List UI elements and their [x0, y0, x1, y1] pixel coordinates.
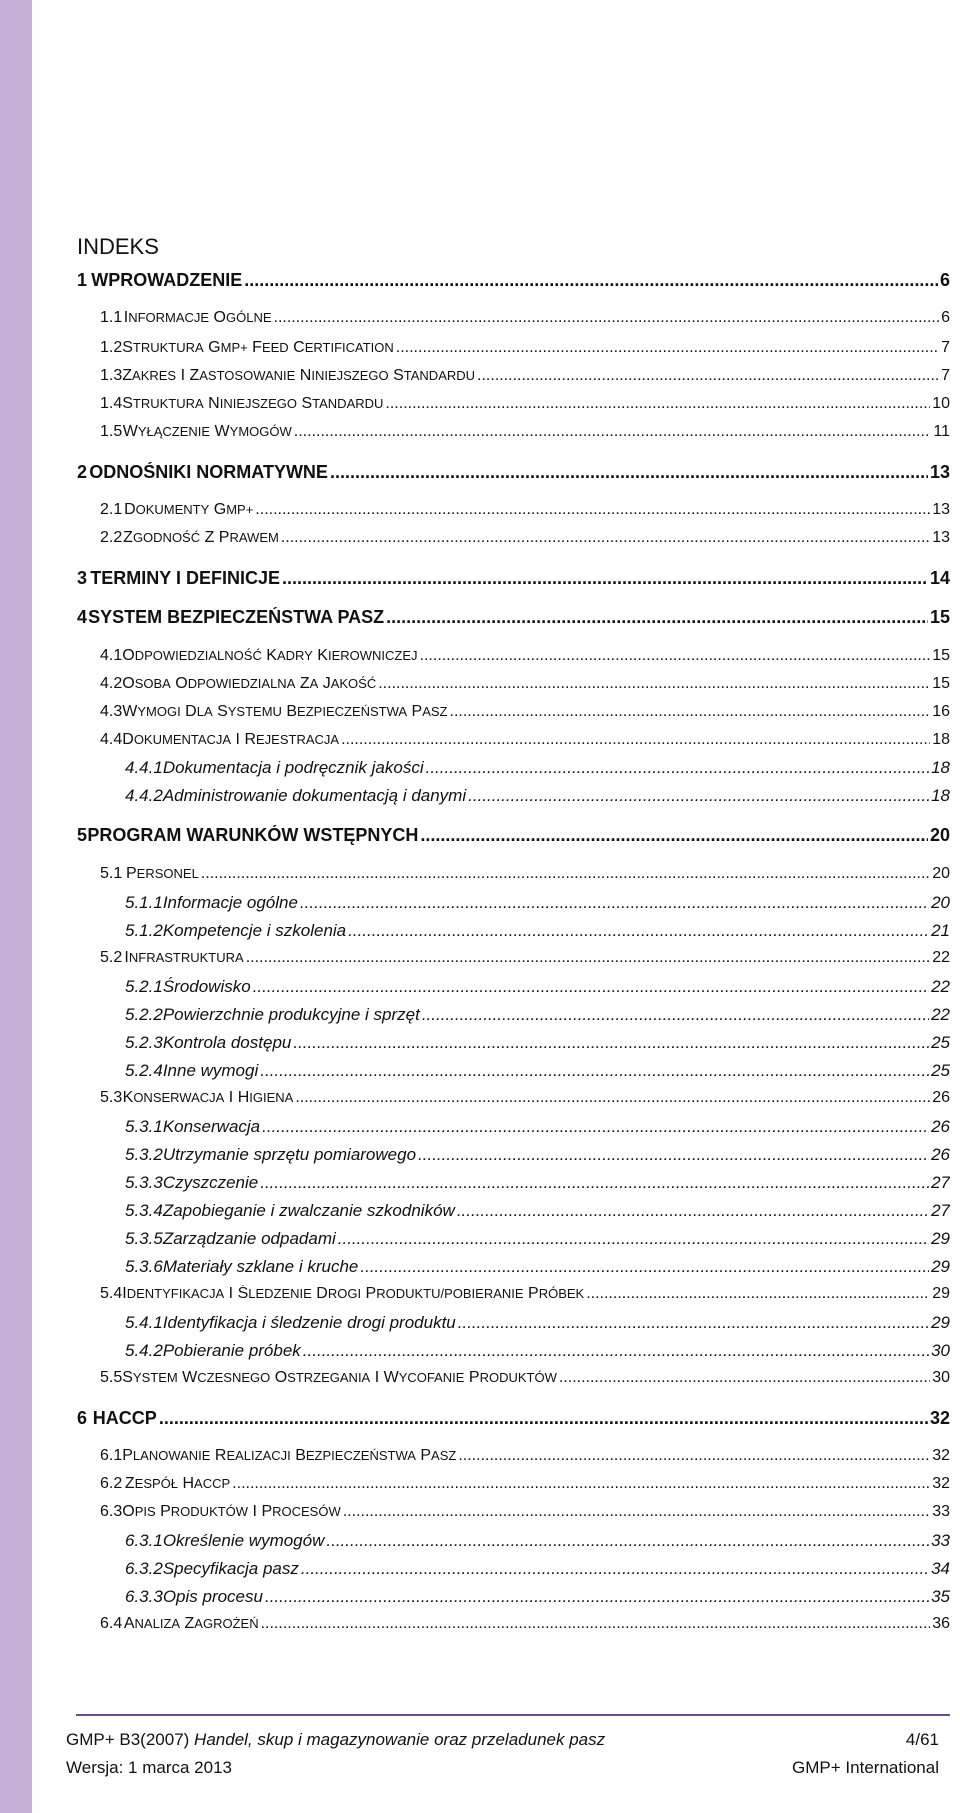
toc-entry-6-1[interactable] [100, 1447, 950, 1475]
toc-dot-leader [201, 865, 930, 883]
toc-entry-number: 5.2.2 [125, 1005, 163, 1024]
toc-entry-number: 4.4.1 [125, 758, 163, 777]
toc-entry-page: 29 [931, 1313, 950, 1332]
toc-entry-number: 5.1.2 [125, 921, 163, 940]
toc-entry-number: 6 [77, 1408, 88, 1428]
toc-entry-number: 1.2 [100, 339, 123, 356]
toc-entry-page: 20 [932, 865, 950, 882]
toc-dot-leader [262, 1117, 929, 1137]
toc-entry-1-2[interactable] [100, 339, 950, 367]
toc-entry-number: 5.2 [100, 949, 123, 966]
toc-dot-leader [386, 607, 928, 628]
toc-entry-page: 6 [939, 270, 950, 290]
toc-dot-leader [348, 921, 929, 941]
toc-entry-5-4-1[interactable] [125, 1313, 950, 1341]
toc-entry-title: Powierzchnie produkcyjne i sprzęt [162, 1005, 420, 1024]
toc-entry-5-3-1[interactable] [125, 1117, 950, 1145]
toc-entry-page: 18 [931, 786, 950, 805]
toc-entry-page: 36 [932, 1615, 950, 1632]
toc-entry-page: 26 [932, 1089, 950, 1106]
toc-entry-title: Opis procesu [162, 1587, 263, 1606]
toc-entry-number: 1.4 [100, 395, 123, 412]
toc-entry-number: 5.3.6 [125, 1257, 163, 1276]
toc-entry-number: 5.4.1 [125, 1313, 163, 1332]
toc-entry-page: 26 [931, 1145, 950, 1164]
toc-entry-number: 5.2.4 [125, 1061, 163, 1080]
toc-dot-leader [385, 395, 930, 413]
toc-dot-leader [450, 703, 931, 721]
toc-entry-number: 5.3.5 [125, 1229, 163, 1248]
toc-entry-page: 29 [932, 1285, 950, 1302]
toc-entry-number: 5.5 [100, 1369, 123, 1386]
toc-entry-6-3-3[interactable] [125, 1587, 950, 1615]
toc-entry-5-4[interactable] [100, 1285, 950, 1313]
toc-entry-page: 34 [931, 1559, 950, 1578]
toc-entry-number: 2.1 [100, 501, 123, 518]
toc-dot-leader [301, 1559, 929, 1579]
toc-dot-leader [261, 1615, 931, 1633]
toc-entry-number: 6.1 [100, 1447, 123, 1464]
toc-dot-leader [255, 501, 930, 519]
toc-entry-page: 10 [932, 395, 950, 412]
toc-entry-title: Informacje ogólne [162, 893, 298, 912]
toc-entry-title: WYŁĄCZENIE WYMOGÓW [122, 423, 292, 440]
toc-entry-page: 7 [941, 339, 950, 356]
toc-entry-5-3-3[interactable] [125, 1173, 950, 1201]
toc-entry-title: IDENTYFIKACJA I ŚLEDZENIE DROGI PRODUKTU/POBIERANIE PRÓBEK [122, 1285, 585, 1302]
toc-entry-number: 6.3.3 [125, 1587, 163, 1606]
toc-entry-number: 1 [77, 270, 88, 290]
toc-entry-number: 5.4.2 [125, 1341, 163, 1360]
toc-dot-leader [343, 1503, 930, 1521]
toc-entry-page: 29 [931, 1257, 950, 1276]
toc-entry-page: 13 [932, 501, 950, 518]
toc-entry-number: 4 [77, 607, 88, 627]
toc-entry-title: OSOBA ODPOWIEDZIALNA ZA JAKOŚĆ [122, 675, 377, 692]
toc-entry-page: 25 [931, 1033, 950, 1052]
toc-dot-leader [281, 529, 930, 547]
toc-dot-leader [300, 893, 929, 913]
toc-entry-title: Określenie wymogów [162, 1531, 325, 1550]
toc-entry-number: 5.4 [100, 1285, 123, 1302]
toc-entry-title: Zapobieganie i zwalczanie szkodników [162, 1201, 455, 1220]
toc-entry-4-1[interactable] [100, 647, 950, 675]
toc-dot-leader [426, 758, 929, 778]
toc-entry-page: 33 [931, 1531, 950, 1550]
toc-dot-leader [244, 270, 938, 291]
toc-dot-leader [360, 1257, 929, 1277]
toc-entry-page: 15 [929, 607, 950, 627]
page-title: INDEKS [77, 234, 159, 259]
toc-entry-number: 6.3 [100, 1503, 123, 1520]
toc-entry-5-2-2[interactable] [125, 1005, 950, 1033]
toc-entry-page: 21 [931, 921, 950, 940]
toc-entry-page: 16 [932, 703, 950, 720]
toc-entry-number: 5.2.3 [125, 1033, 163, 1052]
toc-entry-title: ZGODNOŚĆ Z PRAWEM [123, 529, 279, 546]
toc-dot-leader [282, 568, 928, 589]
toc-entry-page: 27 [931, 1201, 950, 1220]
toc-entry-page: 22 [932, 949, 950, 966]
toc-dot-leader [457, 1201, 929, 1221]
toc-entry-title: Administrowanie dokumentacją i danymi [162, 786, 467, 805]
toc-entry-title: Specyfikacja pasz [162, 1559, 299, 1578]
toc-entry-number: 1.1 [100, 309, 123, 326]
footer-document-title: Handel, skup i magazynowanie oraz przeladunek pasz [194, 1730, 606, 1749]
toc-entry-4-4-2[interactable] [125, 786, 950, 814]
toc-entry-1[interactable] [77, 270, 950, 298]
toc-entry-title: TERMINY I DEFINICJE [90, 568, 280, 588]
toc-entry-2-2[interactable] [100, 529, 950, 557]
toc-dot-leader [330, 462, 928, 483]
toc-entry-page: 18 [931, 758, 950, 777]
toc-dot-leader [468, 786, 929, 806]
toc-entry-page: 22 [931, 1005, 950, 1024]
toc-entry-number: 5 [77, 825, 88, 845]
toc-entry-title: OPIS PRODUKTÓW I PROCESÓW [122, 1503, 341, 1520]
toc-entry-title: Zarządzanie odpadami [162, 1229, 336, 1248]
toc-entry-5-1[interactable] [100, 865, 950, 893]
toc-entry-page: 20 [931, 893, 950, 912]
toc-entry-number: 5.1 [100, 865, 123, 882]
toc-dot-leader [303, 1341, 929, 1361]
footer-document-name [66, 1730, 605, 1750]
toc-entry-title: STRUKTURA GMP+ FEED CERTIFICATION [122, 339, 394, 356]
toc-entry-page: 32 [932, 1447, 950, 1464]
toc-entry-title: DOKUMENTY GMP+ [124, 501, 254, 518]
toc-entry-5-2-1[interactable] [125, 977, 950, 1005]
toc-entry-page: 32 [929, 1408, 950, 1428]
toc-entry-4-2[interactable] [100, 675, 950, 703]
toc-entry-4-4-1[interactable] [125, 758, 950, 786]
toc-entry-6[interactable] [77, 1408, 950, 1436]
toc-dot-leader [458, 1447, 930, 1465]
toc-entry-number: 5.2.1 [125, 977, 163, 996]
toc-entry-1-4[interactable] [100, 395, 950, 423]
footer-organization: GMP+ International [792, 1758, 939, 1777]
toc-entry-title: PERSONEL [126, 865, 199, 882]
toc-entry-title: STRUKTURA NINIEJSZEGO STANDARDU [122, 395, 384, 412]
toc-entry-title: ZAKRES I ZASTOSOWANIE NINIEJSZEGO STANDARDU [122, 367, 476, 384]
toc-entry-title: Dokumentacja i podręcznik jakości [162, 758, 424, 777]
toc-entry-number: 4.3 [100, 703, 123, 720]
toc-entry-page: 26 [931, 1117, 950, 1136]
toc-entry-page: 30 [931, 1341, 950, 1360]
toc-entry-title: Konserwacja [162, 1117, 261, 1136]
toc-entry-page: 7 [941, 367, 950, 384]
footer-version: Wersja: 1 marca 2013 [66, 1758, 232, 1777]
toc-dot-leader [294, 423, 932, 441]
footer-document-code: GMP+ B3(2007) [66, 1730, 190, 1749]
toc-dot-leader [420, 825, 928, 846]
toc-entry-5-3-5[interactable] [125, 1229, 950, 1257]
toc-entry-title: SYSTEM BEZPIECZEŃSTWA PASZ [88, 607, 385, 627]
toc-entry-number: 3 [77, 568, 88, 588]
toc-dot-leader [295, 1089, 930, 1107]
toc-entry-title: Pobieranie próbek [162, 1341, 301, 1360]
toc-dot-leader [253, 977, 929, 997]
toc-entry-number: 6.4 [100, 1615, 123, 1632]
toc-dot-leader [246, 949, 931, 967]
toc-entry-3[interactable] [77, 568, 950, 596]
toc-entry-5-2-4[interactable] [125, 1061, 950, 1089]
toc-entry-6-3[interactable] [100, 1503, 950, 1531]
toc-entry-number: 5.3.4 [125, 1201, 163, 1220]
toc-entry-number: 6.2 [100, 1475, 123, 1492]
toc-dot-leader [396, 339, 939, 357]
toc-entry-title: PLANOWANIE REALIZACJI BEZPIECZEŃSTWA PASZ [122, 1447, 457, 1464]
toc-dot-leader [422, 1005, 929, 1025]
toc-dot-leader [159, 1408, 928, 1429]
toc-entry-5-3-2[interactable] [125, 1145, 950, 1173]
toc-entry-6-3-2[interactable] [125, 1559, 950, 1587]
toc-entry-page: 14 [929, 568, 950, 588]
toc-dot-leader [265, 1587, 929, 1607]
toc-entry-4-3[interactable] [100, 703, 950, 731]
toc-entry-title: INFRASTRUKTURA [124, 949, 244, 966]
toc-entry-page: 15 [932, 675, 950, 692]
toc-entry-number: 4.4.2 [125, 786, 163, 805]
toc-entry-5-1-2[interactable] [125, 921, 950, 949]
toc-dot-leader [341, 731, 930, 749]
toc-entry-1-1[interactable] [100, 309, 950, 337]
toc-entry-title: PROGRAM WARUNKÓW WSTĘPNYCH [87, 825, 419, 845]
toc-entry-page: 30 [932, 1369, 950, 1386]
toc-entry-title: Inne wymogi [162, 1061, 259, 1080]
footer-page-number: 4/61 [905, 1730, 939, 1749]
toc-dot-leader [378, 675, 930, 693]
toc-dot-leader [559, 1369, 930, 1387]
toc-entry-page: 11 [933, 423, 950, 440]
toc-entry-number: 1.5 [100, 423, 123, 440]
toc-entry-number: 6.3.2 [125, 1559, 163, 1578]
toc-dot-leader [260, 1173, 929, 1193]
toc-entry-5-3-4[interactable] [125, 1201, 950, 1229]
toc-entry-page: 33 [932, 1503, 950, 1520]
toc-entry-title: Identyfikacja i śledzenie drogi produktu [162, 1313, 456, 1332]
toc-entry-1-3[interactable] [100, 367, 950, 395]
toc-entry-title: ANALIZA ZAGROŻEŃ [123, 1615, 259, 1632]
toc-entry-title: Kontrola dostępu [162, 1033, 292, 1052]
toc-entry-2[interactable] [77, 462, 950, 490]
toc-entry-number: 2 [77, 462, 88, 482]
toc-entry-title: KONSERWACJA I HIGIENA [122, 1089, 294, 1106]
toc-entry-page: 15 [932, 647, 950, 664]
toc-entry-page: 29 [931, 1229, 950, 1248]
toc-entry-5-5[interactable] [100, 1369, 950, 1397]
toc-entry-5-1-1[interactable] [125, 893, 950, 921]
toc-dot-leader [274, 309, 940, 327]
toc-dot-leader [418, 1145, 929, 1165]
toc-dot-leader [458, 1313, 929, 1333]
toc-entry-page: 22 [931, 977, 950, 996]
toc-entry-title: ODPOWIEDZIALNOŚĆ KADRY KIEROWNICZEJ [122, 647, 418, 664]
toc-entry-number: 4.1 [100, 647, 123, 664]
toc-entry-number: 5.3.3 [125, 1173, 163, 1192]
toc-entry-1-5[interactable] [100, 423, 950, 451]
toc-entry-page: 27 [931, 1173, 950, 1192]
toc-entry-title: DOKUMENTACJA I REJESTRACJA [122, 731, 340, 748]
toc-entry-5[interactable] [77, 825, 950, 853]
toc-entry-title: HACCP [92, 1408, 157, 1428]
toc-entry-number: 5.3.2 [125, 1145, 163, 1164]
toc-entry-number: 4.2 [100, 675, 123, 692]
toc-entry-title: Czyszczenie [162, 1173, 259, 1192]
toc-entry-number: 2.2 [100, 529, 123, 546]
toc-entry-4[interactable] [77, 607, 950, 635]
toc-entry-title: ZESPÓŁ HACCP [124, 1475, 231, 1492]
toc-entry-number: 6.3.1 [125, 1531, 163, 1550]
toc-entry-2-1[interactable] [100, 501, 950, 529]
toc-entry-title: SYSTEM WCZESNEGO OSTRZEGANIA I WYCOFANIE PRODUKTÓW [122, 1369, 557, 1386]
toc-dot-leader [260, 1061, 929, 1081]
toc-entry-title: Utrzymanie sprzętu pomiarowego [162, 1145, 417, 1164]
toc-entry-number: 4.4 [100, 731, 123, 748]
toc-entry-page: 35 [931, 1587, 950, 1606]
toc-entry-6-3-1[interactable] [125, 1531, 950, 1559]
toc-dot-leader [326, 1531, 929, 1551]
toc-entry-title: Kompetencje i szkolenia [162, 921, 347, 940]
toc-entry-page: 13 [932, 529, 950, 546]
toc-entry-page: 6 [941, 309, 950, 326]
toc-entry-number: 5.1.1 [125, 893, 163, 912]
toc-entry-title: INFORMACJE OGÓLNE [123, 309, 272, 326]
toc-entry-number: 5.3.1 [125, 1117, 163, 1136]
toc-entry-title: ODNOŚNIKI NORMATYWNE [89, 462, 328, 482]
toc-dot-leader [338, 1229, 929, 1249]
toc-entry-5-2[interactable] [100, 949, 950, 977]
toc-entry-6-2[interactable] [100, 1475, 950, 1503]
toc-entry-4-4[interactable] [100, 731, 950, 759]
toc-entry-page: 13 [929, 462, 950, 482]
toc-dot-leader [293, 1033, 929, 1053]
toc-entry-title: WPROWADZENIE [91, 270, 243, 290]
toc-entry-page: 25 [931, 1061, 950, 1080]
toc-entry-6-4[interactable] [100, 1615, 950, 1643]
toc-dot-leader [477, 367, 939, 385]
toc-entry-5-2-3[interactable] [125, 1033, 950, 1061]
toc-entry-5-3[interactable] [100, 1089, 950, 1117]
toc-entry-title: WYMOGI DLA SYSTEMU BEZPIECZEŃSTWA PASZ [122, 703, 448, 720]
toc-dot-leader [420, 647, 931, 665]
toc-entry-number: 5.3 [100, 1089, 123, 1106]
toc-entry-number: 1.3 [100, 367, 123, 384]
toc-entry-page: 18 [932, 731, 950, 748]
toc-entry-title: Materiały szklane i kruche [162, 1257, 359, 1276]
footer-divider [76, 1714, 950, 1716]
toc-dot-leader [232, 1475, 930, 1493]
toc-entry-page: 20 [929, 825, 950, 845]
toc-entry-5-4-2[interactable] [125, 1341, 950, 1369]
toc-entry-page: 32 [932, 1475, 950, 1492]
toc-entry-title: Środowisko [162, 977, 251, 996]
toc-dot-leader [586, 1285, 930, 1303]
toc-entry-5-3-6[interactable] [125, 1257, 950, 1285]
